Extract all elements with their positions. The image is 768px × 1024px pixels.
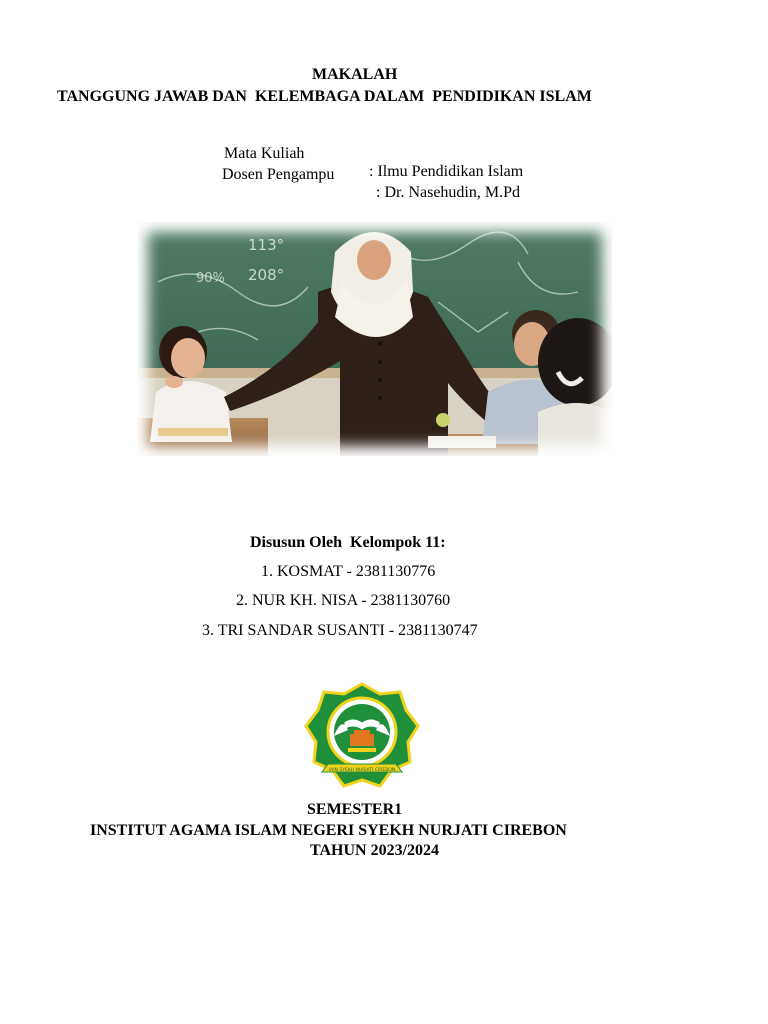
- chalk-text-3: 90%: [196, 271, 225, 286]
- academic-year: TAHUN 2023/2024: [310, 842, 440, 859]
- chalk-text-2: 208°: [248, 266, 285, 284]
- institute-name: INSTITUT AGAMA ISLAM NEGERI SYEKH NURJATI CIREBON: [90, 822, 567, 839]
- lecturer-label: Dosen Pengampu: [222, 166, 335, 183]
- course-label: Mata Kuliah: [224, 145, 305, 162]
- cover-photo: [138, 222, 612, 456]
- group-heading: Disusun Oleh Kelompok 11:: [250, 534, 446, 551]
- member-1: 1. KOSMAT - 2381130776: [261, 563, 436, 580]
- course-value: : Ilmu Pendidikan Islam: [369, 163, 524, 180]
- document-title: TANGGUNG JAWAB DAN KELEMBAGA DALAM PENDIDIKAN ISLAM: [57, 88, 592, 105]
- document-type: MAKALAH: [312, 66, 398, 83]
- semester-label: SEMESTER1: [307, 801, 403, 818]
- chalk-text-1: 113°: [248, 236, 285, 254]
- student-back: [538, 318, 612, 456]
- logo-ribbon-text: IAIN SYEKH NURJATI CIREBON: [328, 768, 396, 773]
- member-3: 3. TRI SANDAR SUSANTI - 2381130747: [202, 622, 478, 639]
- lecturer-value: : Dr. Nasehudin, M.Pd: [376, 184, 520, 201]
- classroom-illustration: [138, 222, 612, 456]
- member-2: 2. NUR KH. NISA - 2381130760: [236, 592, 451, 609]
- institution-logo: [304, 680, 420, 788]
